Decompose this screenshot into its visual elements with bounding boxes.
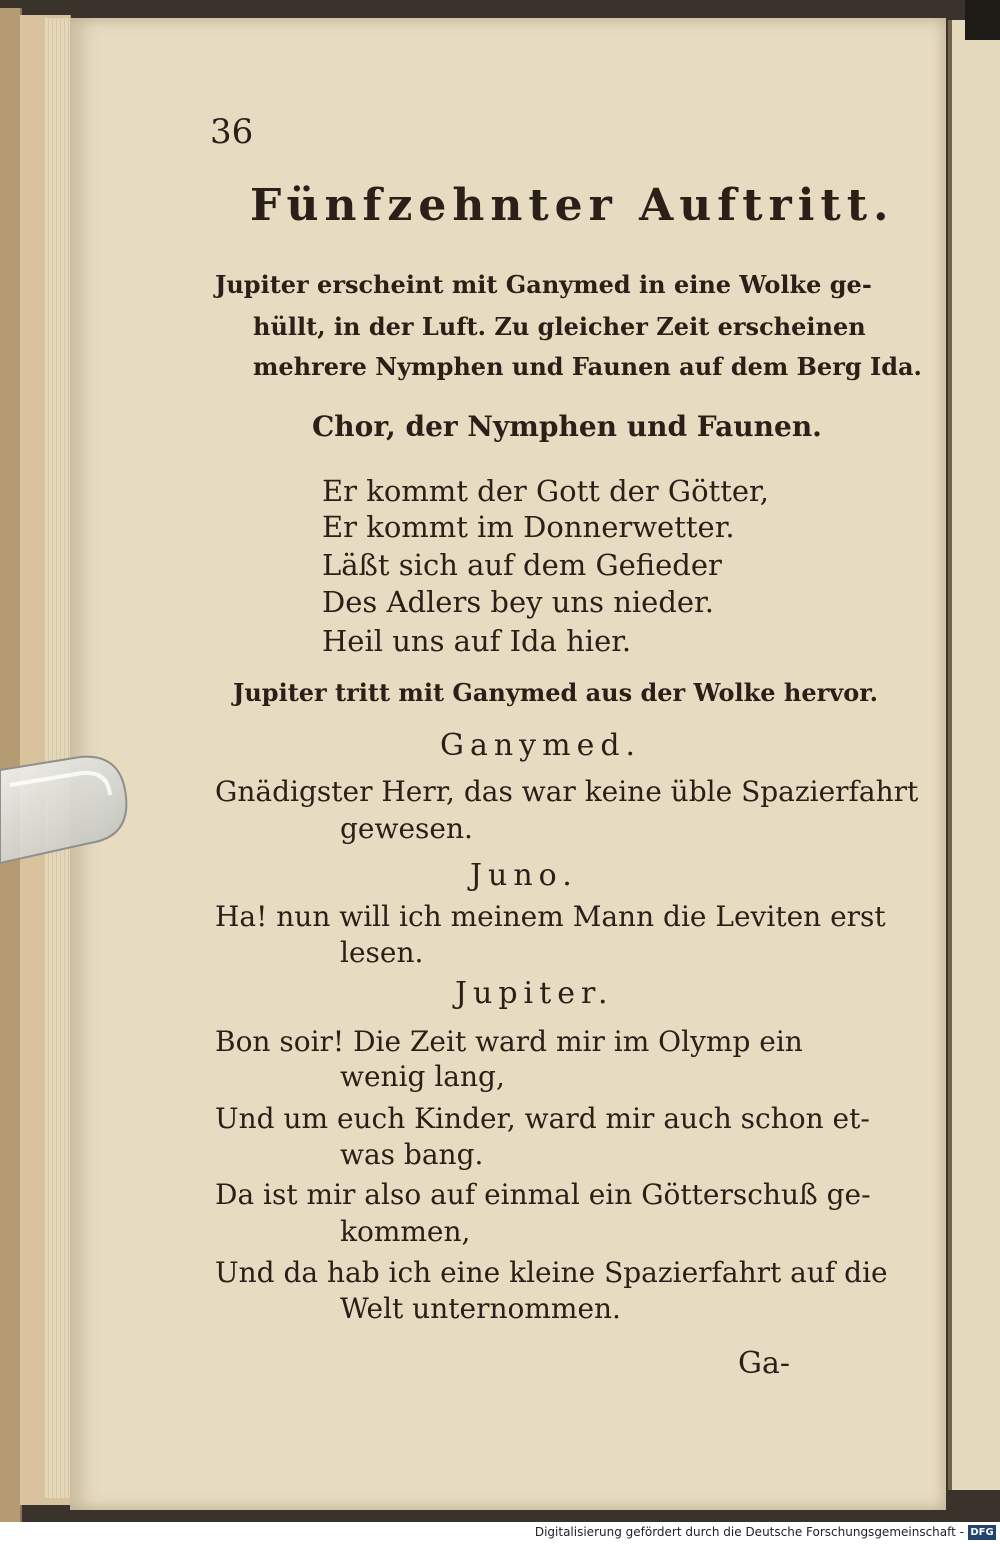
chorus-verse: Des Adlers bey uns nieder. xyxy=(322,585,714,619)
speech-line: Da ist mir also auf einmal ein Götterschuß ge- xyxy=(215,1178,871,1211)
catchword: Ga- xyxy=(738,1346,790,1381)
scene-title: Fünfzehnter Auftritt. xyxy=(250,180,895,231)
speech-line: Welt unternommen. xyxy=(340,1292,621,1325)
speech-line: kommen, xyxy=(340,1215,471,1248)
stage-direction: Jupiter tritt mit Ganymed aus der Wolke hervor. xyxy=(233,678,879,707)
facing-page-edge xyxy=(948,20,1000,1490)
chorus-verse: Läßt sich auf dem Gefieder xyxy=(322,548,722,582)
stage-direction-line: mehrere Nymphen und Faunen auf dem Berg Ida. xyxy=(253,352,922,381)
chorus-verse: Er kommt im Donnerwetter. xyxy=(322,510,735,544)
chorus-verse: Heil uns auf Ida hier. xyxy=(322,624,632,658)
speech-line: lesen. xyxy=(340,936,424,969)
speech-line: wenig lang, xyxy=(340,1060,505,1093)
speech-line: was bang. xyxy=(340,1138,484,1171)
speech-line: Und um euch Kinder, ward mir auch schon et- xyxy=(215,1102,870,1135)
speech-line: Und da hab ich eine kleine Spazierfahrt auf die xyxy=(215,1256,888,1289)
speech-line: Ha! nun will ich meinem Mann die Leviten erst xyxy=(215,900,886,933)
funding-note: Digitalisierung gefördert durch die Deutsche Forschungsgemeinschaft - xyxy=(534,1525,964,1539)
speaker-name: Juno. xyxy=(470,858,578,893)
speaker-name: Jupiter. xyxy=(455,976,614,1011)
footer-bar xyxy=(0,1522,1000,1544)
speech-line: gewesen. xyxy=(340,812,473,845)
stage-direction-line: Jupiter erscheint mit Ganymed in eine Wolke ge- xyxy=(215,270,872,299)
chorus-verse: Er kommt der Gott der Götter, xyxy=(322,474,769,508)
page-clip-holder xyxy=(0,735,130,885)
speech-line: Gnädigster Herr, das war keine üble Spazierfahrt xyxy=(215,775,919,808)
scan-corner-shadow xyxy=(965,0,1000,40)
chorus-heading: Chor, der Nymphen und Faunen. xyxy=(312,410,822,443)
dfg-logo: DFG xyxy=(968,1525,996,1540)
page-number: 36 xyxy=(210,112,254,152)
speaker-name: Ganymed. xyxy=(440,728,642,763)
stage-direction-line: hüllt, in der Luft. Zu gleicher Zeit erscheinen xyxy=(253,312,866,341)
speech-line: Bon soir! Die Zeit ward mir im Olymp ein xyxy=(215,1025,803,1058)
